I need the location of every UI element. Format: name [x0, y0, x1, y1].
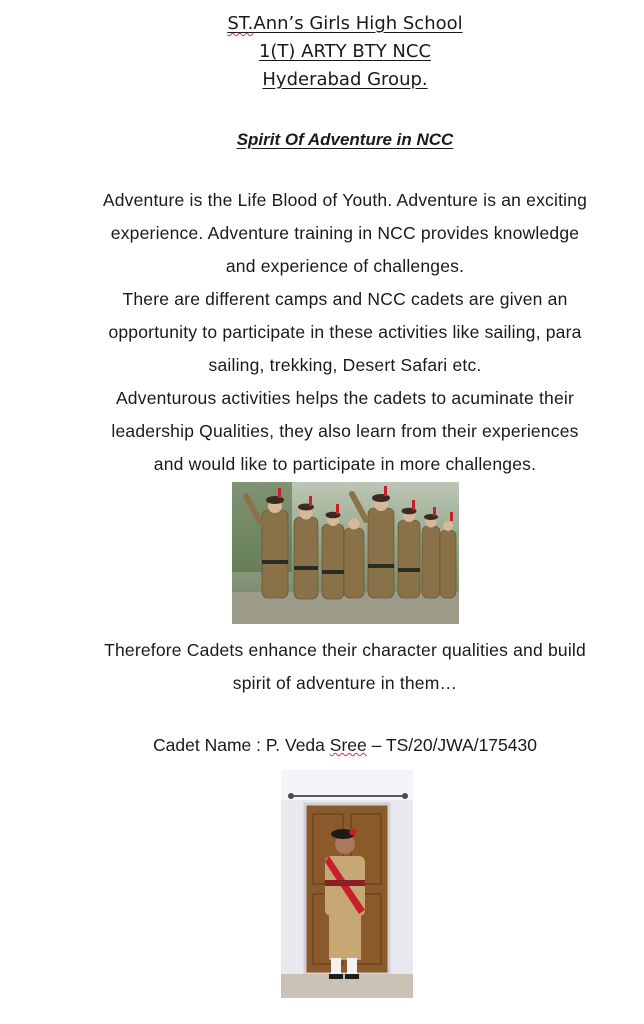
cadet-portrait-photo	[281, 770, 413, 998]
paragraph-line: and would like to participate in more challenges.	[153, 454, 537, 474]
school-name	[0, 10, 644, 38]
paragraph-line: Adventurous activities helps the cadets to acuminate their	[115, 388, 575, 408]
cadet-surname: Sree	[329, 735, 367, 755]
paragraph-line: and experience of challenges.	[225, 256, 465, 276]
cadet-id: – TS/20/JWA/175430	[366, 735, 537, 755]
school-prefix: ST.	[227, 13, 254, 34]
main-paragraph	[40, 184, 644, 481]
paragraph-line: Adventure is the Life Blood of Youth. Adventure is an exciting	[102, 190, 588, 210]
paragraph-line: There are different camps and NCC cadets are given an	[122, 289, 568, 309]
marching-cadets-photo	[232, 482, 459, 624]
paragraph-line: leadership Qualities, they also learn from their experiences	[111, 421, 579, 441]
cadet-name-line	[0, 735, 644, 756]
unit-name: 1(T) ARTY BTY NCC	[258, 41, 432, 62]
document-title: Spirit Of Adventure in NCC	[236, 130, 454, 149]
paragraph-line: opportunity to participate in these activities like sailing, para	[108, 322, 582, 342]
paragraph-line: experience. Adventure training in NCC provides knowledge	[110, 223, 580, 243]
conclusion-paragraph	[40, 634, 644, 700]
paragraph-line: spirit of adventure in them…	[232, 673, 458, 693]
document-header	[0, 10, 644, 94]
cadet-label: Cadet Name : P. Veda	[153, 735, 330, 755]
school-name-rest: Ann’s Girls High School	[253, 13, 463, 34]
group-name: Hyderabad Group.	[262, 69, 428, 90]
paragraph-line: Therefore Cadets enhance their character qualities and build	[104, 640, 586, 660]
paragraph-line: sailing, trekking, Desert Safari etc.	[208, 355, 482, 375]
